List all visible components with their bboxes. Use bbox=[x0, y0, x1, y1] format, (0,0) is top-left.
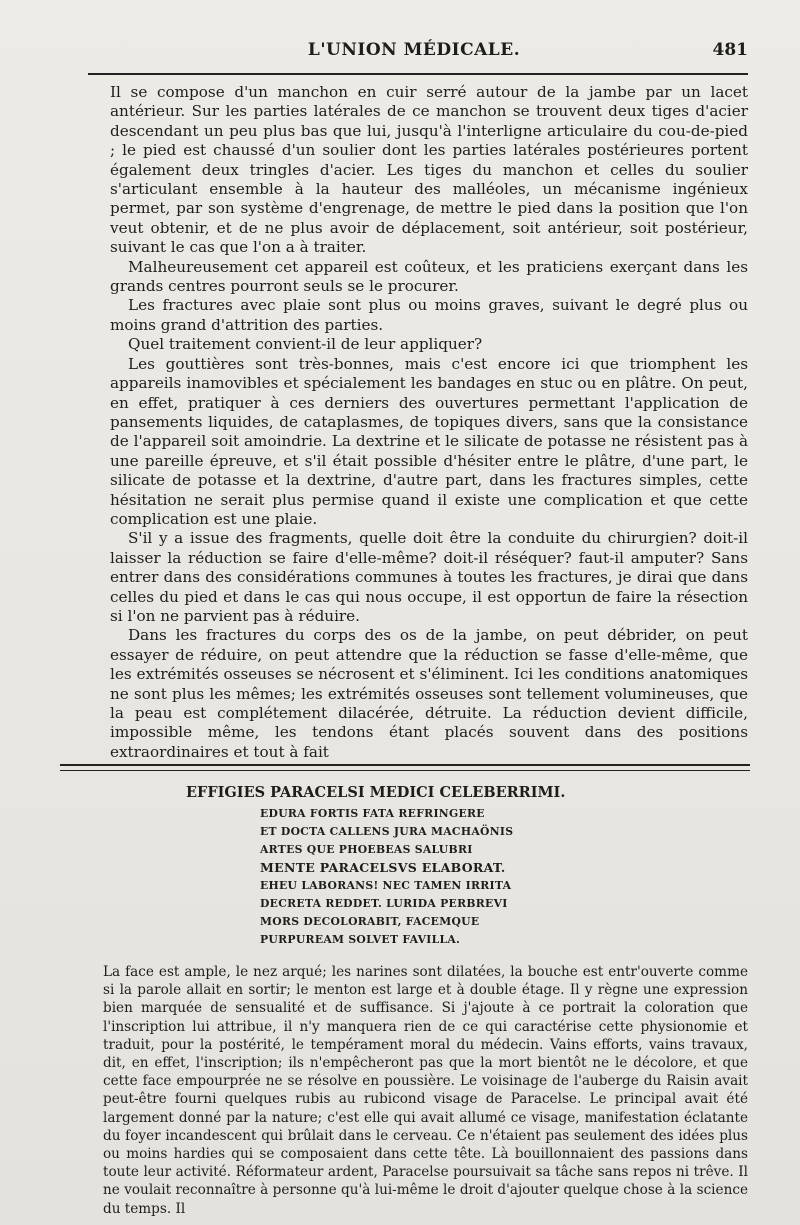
epitaph-line: ET DOCTA CALLENS JURA MACHAÖNIS bbox=[260, 825, 514, 838]
epitaph-line: MENTE PARACELSVS ELABORAT. bbox=[260, 860, 506, 875]
main-text bbox=[110, 83, 748, 762]
paragraph: Les fractures avec plaie sont plus ou moins graves, suivant le degré plus ou moins grand d'attrition des parties. bbox=[110, 296, 748, 334]
paragraph: S'il y a issue des fragments, quelle doit être la conduite du chirurgien? doit-il laisser la réduction se faire d'elle-même? doit-il réséquer? faut-il amputer? Sans entrer dans des considérations communes à toutes les fractures, je dirai que dans celles du pied et dans le cas qui nous occupe, il est opportun de faire la résection si l'on ne parvient pas à réduire. bbox=[110, 529, 748, 625]
paragraph: Il se compose d'un manchon en cuir serré autour de la jambe par un lacet antérieur. Sur les parties latérales de ce manchon se trouvent deux tiges d'acier descendant un peu plus bas que lui, jusqu'à l'interligne articulaire du cou-de-pied ; le pied est chaussé d'un soulier dont les parties latérales postérieures portent également deux tringles d'acier. Les tiges du manchon et celles du soulier s'articulant ensemble à la hauteur des malléoles, un mécanisme ingénieux permet, par son système d'engrenage, de mettre le pied dans la position que l'on veut obtenir, et de ne plus avoir de déplacement, soit antérieur, soit postérieur, suivant le cas que l'on a à traiter. bbox=[110, 83, 748, 257]
paragraph: Quel traitement convient-il de leur appliquer? bbox=[128, 335, 483, 354]
epitaph-line: MORS DECOLORABIT, FACEMQUE bbox=[260, 915, 480, 928]
section-rule bbox=[60, 764, 750, 771]
epitaph-line: EDURA FORTIS FATA REFRINGERE bbox=[260, 807, 485, 820]
epitaph-line: ARTES QUE PHOEBEAS SALUBRI bbox=[260, 843, 473, 856]
epitaph-line: DECRETA REDDET. LURIDA PERBREVI bbox=[260, 897, 508, 910]
paragraph: Malheureusement cet appareil est coûteux, et les praticiens exerçant dans les grands centres pourront seuls se le procurer. bbox=[110, 257, 748, 296]
commentary-text bbox=[103, 963, 748, 1218]
epitaph-line: PURPUREAM SOLVET FAVILLA. bbox=[260, 933, 461, 946]
paragraph: Les gouttières sont très-bonnes, mais c'est encore ici que triomphent les appareils inamovibles et spécialement les bandages en stuc ou en plâtre. On peut, en effet, pratiquer à ces derniers des ouvertures permettant l'application de pansements liquides, de cataplasmes, de topiques divers, sans que la consistance de l'appareil soit amoindrie. La dextrine et le silicate de potasse ne résistent pas à une pareille épreuve, et s'il était possible d'hésiter entre le plâtre, d'une part, le silicate de potasse et la dextrine, d'autre part, dans les fractures simples, cette hésitation ne serait plus permise quand il existe une complication et que cette complication est une plaie. bbox=[110, 354, 748, 528]
page-header bbox=[80, 40, 748, 70]
running-title: L'UNION MÉDICALE. bbox=[307, 40, 521, 60]
epitaph-block bbox=[178, 784, 598, 949]
epitaph-line: EHEU LABORANS! NEC TAMEN IRRITA bbox=[260, 879, 512, 892]
epitaph-title: EFFIGIES PARACELSI MEDICI CELEBERRIMI. bbox=[186, 784, 566, 801]
paragraph: Dans les fractures du corps des os de la jambe, on peut débrider, on peut essayer de réduire, on peut attendre que la réduction se fasse d'elle-même, que les extrémités osseuses se nécrosent et s'éliminent. Ici les conditions anatomiques ne sont plus les mêmes; les extrémités osseuses sont tellement volumineuses, que la peau est complétement dilacérée, détruite. La réduction devient difficile, impossible même, les tendons étant placés souvent dans des positions extraordinaires et tout à fait bbox=[110, 626, 748, 761]
header-rule bbox=[88, 73, 748, 75]
commentary-paragraph: La face est ample, le nez arqué; les narines sont dilatées, la bouche est entr'ouverte comme si la parole allait en sortir; le menton est large et à double étage. Il y règne une expression bien marquée de sensualité et de suffisance. Si j'ajoute à ce portrait la coloration que l'inscription lui attribue, il n'y manquera rien de ce qui caractérise cette physionomie et traduit, pour la postérité, le tempérament moral du médecin. Vains efforts, vains travaux, dit, en effet, l'inscription; ils n'empêcheront pas que la mort bientôt ne le décolore, et que cette face empourprée ne se résolve en poussière. Le voisinage de l'auberge du Raisin avait peut-être fourni quelques rubis au rubicond visage de Paracelse. Le principal avait été largement donné par la nature; c'est elle qui avait allumé ce visage, manifestation éclatante du foyer incandescent qui brûlait dans le cerveau. Ce n'étaient pas seulement des idées plus ou moins hardies qui se composaient dans cette tête. Là bouillonnaient des passions dans toute leur activité. Réformateur ardent, Paracelse poursuivait sa tâche sans repos ni trêve. Il ne voulait reconnaître à personne qu'à lui-même le droit d'ajouter quelque chose à la science du temps. Il bbox=[103, 964, 748, 1217]
page-number: 481 bbox=[712, 40, 748, 60]
